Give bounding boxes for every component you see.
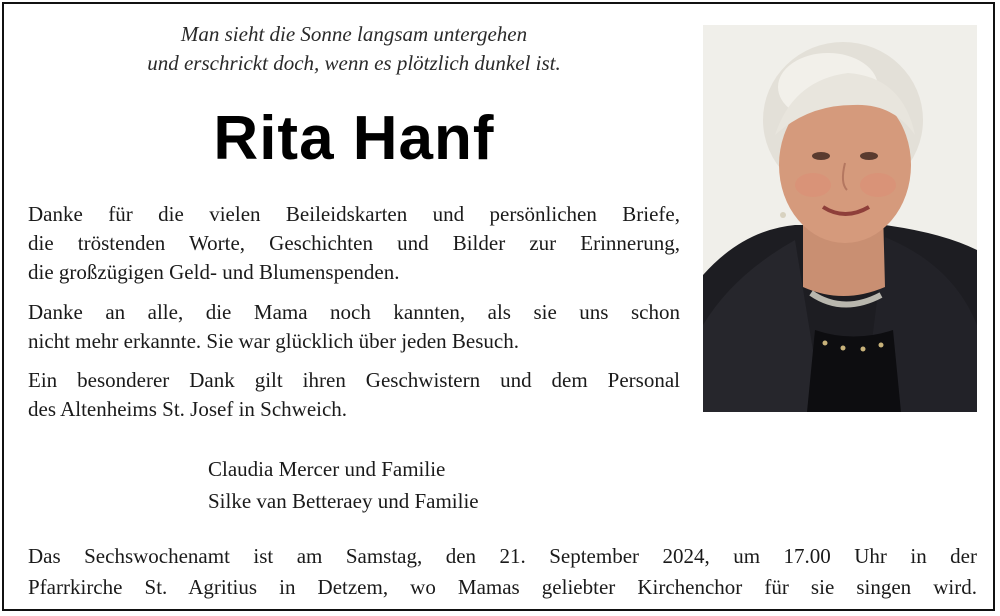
thanks-line: die tröstenden Worte, Geschichten und Bilder zur Erinnerung, xyxy=(28,231,680,255)
thanks-line: die großzügigen Geld- und Blumenspenden. xyxy=(28,260,400,284)
thanks-line: des Altenheims St. Josef in Schweich. xyxy=(28,397,348,421)
thanks-line: Ein besonderer Dank gilt ihren Geschwistern und dem Personal xyxy=(28,368,680,392)
notice-line: Pfarrkirche St. Agritius in Detzem, wo Mamas geliebter Kirchenchor für sie singen wird. xyxy=(28,575,977,599)
obituary-card xyxy=(2,2,995,611)
motto-line: und erschrickt doch, wenn es plötzlich dunkel ist. xyxy=(147,51,561,75)
thanks-paragraph xyxy=(28,366,680,424)
signer-name: Claudia Mercer und Familie xyxy=(208,457,446,481)
service-notice xyxy=(28,541,977,603)
motto-line: Man sieht die Sonne langsam untergehen xyxy=(180,22,528,46)
deceased-name: Rita Hanf xyxy=(213,104,495,173)
signers xyxy=(208,453,479,517)
thanks-line: nicht mehr erkannte. Sie war glücklich über jeden Besuch. xyxy=(28,329,519,353)
thanks-line: Danke an alle, die Mama noch kannten, als sie uns schon xyxy=(28,300,680,324)
thanks-paragraph xyxy=(28,298,680,356)
notice-line: Das Sechswochenamt ist am Samstag, den 21. September 2024, um 17.00 Uhr in der xyxy=(28,544,977,568)
signer-name: Silke van Betteraey und Familie xyxy=(208,489,479,513)
portrait-illustration xyxy=(703,25,977,412)
thanks-line: Danke für die vielen Beileidskarten und persönlichen Briefe, xyxy=(28,202,680,226)
thanks-paragraph xyxy=(28,200,680,287)
portrait-photo xyxy=(703,25,977,412)
motto-quote xyxy=(64,20,644,78)
